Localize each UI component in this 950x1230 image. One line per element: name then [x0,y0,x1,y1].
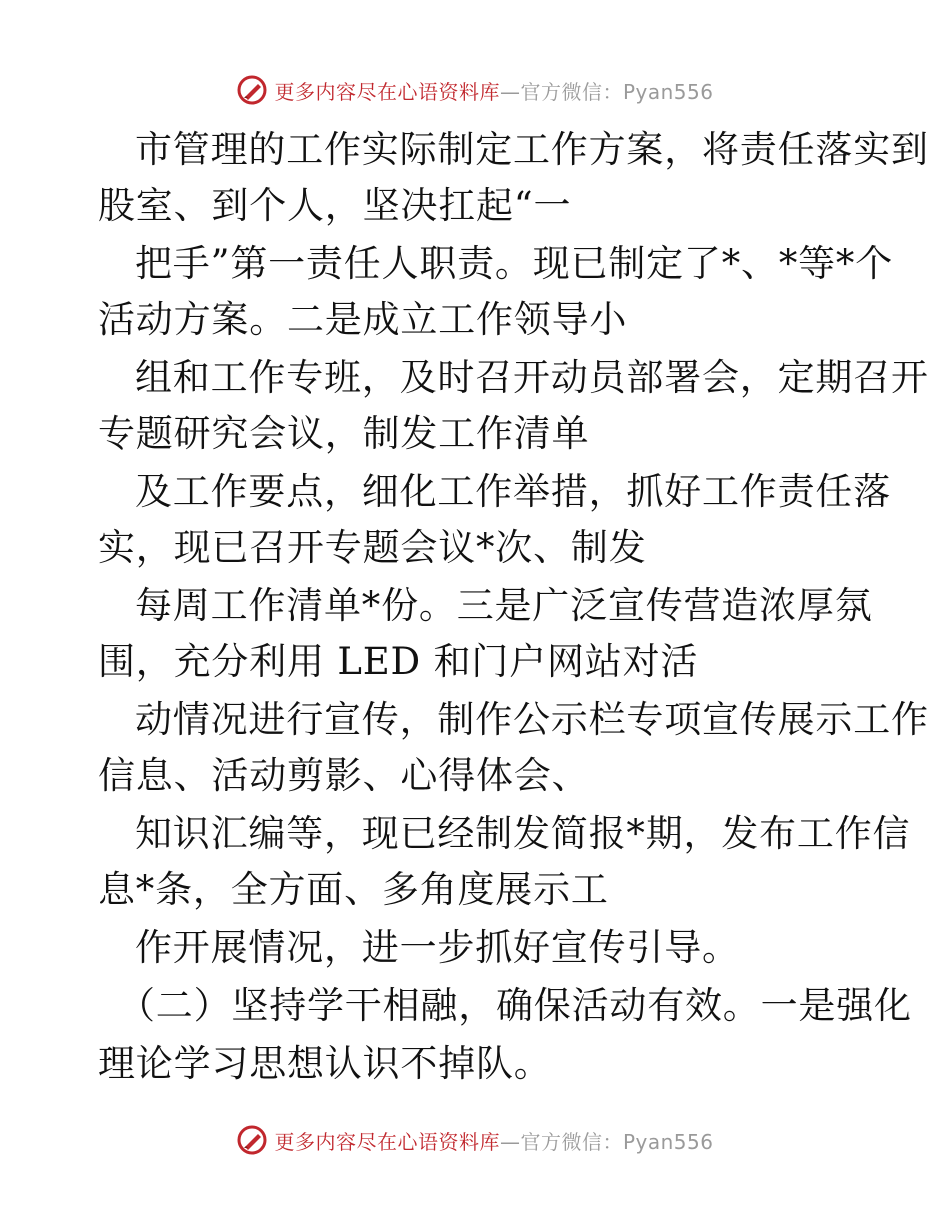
text-line: 息*条，全方面、多角度展示工 [98,868,609,911]
banner-main-text: 更多内容尽在心语资料库 [274,79,500,104]
section-heading-line: （二）坚持学干相融，确保活动有效。一是强化 [118,984,912,1027]
text-line: 市管理的工作实际制定工作方案，将责任落实到 [135,128,929,171]
pen-logo-icon [236,74,268,106]
pen-logo-icon [236,1124,268,1156]
banner-dash: — [499,79,521,104]
footer-banner-text [274,1126,713,1155]
text-line: 围，充分利用 LED 和门户网站对活 [98,640,699,683]
text-line: 把手”第一责任人职责。现已制定了*、*等*个 [135,242,894,285]
text-line: 作开展情况，进一步抓好宣传引导。 [135,926,740,969]
text-line: 知识汇编等，现已经制发简报*期，发布工作信 [135,812,911,855]
banner-dash: — [499,1129,521,1154]
header-banner-text [274,76,713,105]
text-line: 专题研究会议，制发工作清单 [98,412,590,455]
text-line: 理论学习思想认识不掉队。 [98,1042,552,1085]
header-banner [0,70,950,110]
footer-banner [0,1120,950,1160]
text-line: 及工作要点，细化工作举措，抓好工作责任落 [135,470,891,513]
text-line: 组和工作专班，及时召开动员部署会，定期召开 [135,356,929,399]
banner-sub-text: 官方微信：Pyan556 [520,79,714,104]
text-line: 动情况进行宣传，制作公示栏专项宣传展示工作 [135,698,929,741]
text-line: 每周工作清单*份。三是广泛宣传营造浓厚氛 [135,584,873,627]
text-line: 实，现已召开专题会议*次、制发 [98,526,647,569]
text-line: 股室、到个人，坚决扛起“一 [98,184,572,227]
banner-main-text: 更多内容尽在心语资料库 [274,1129,500,1154]
text-line: 信息、活动剪影、心得体会、 [98,754,590,797]
banner-sub-text: 官方微信：Pyan556 [520,1129,714,1154]
text-line: 活动方案。二是成立工作领导小 [98,298,628,341]
